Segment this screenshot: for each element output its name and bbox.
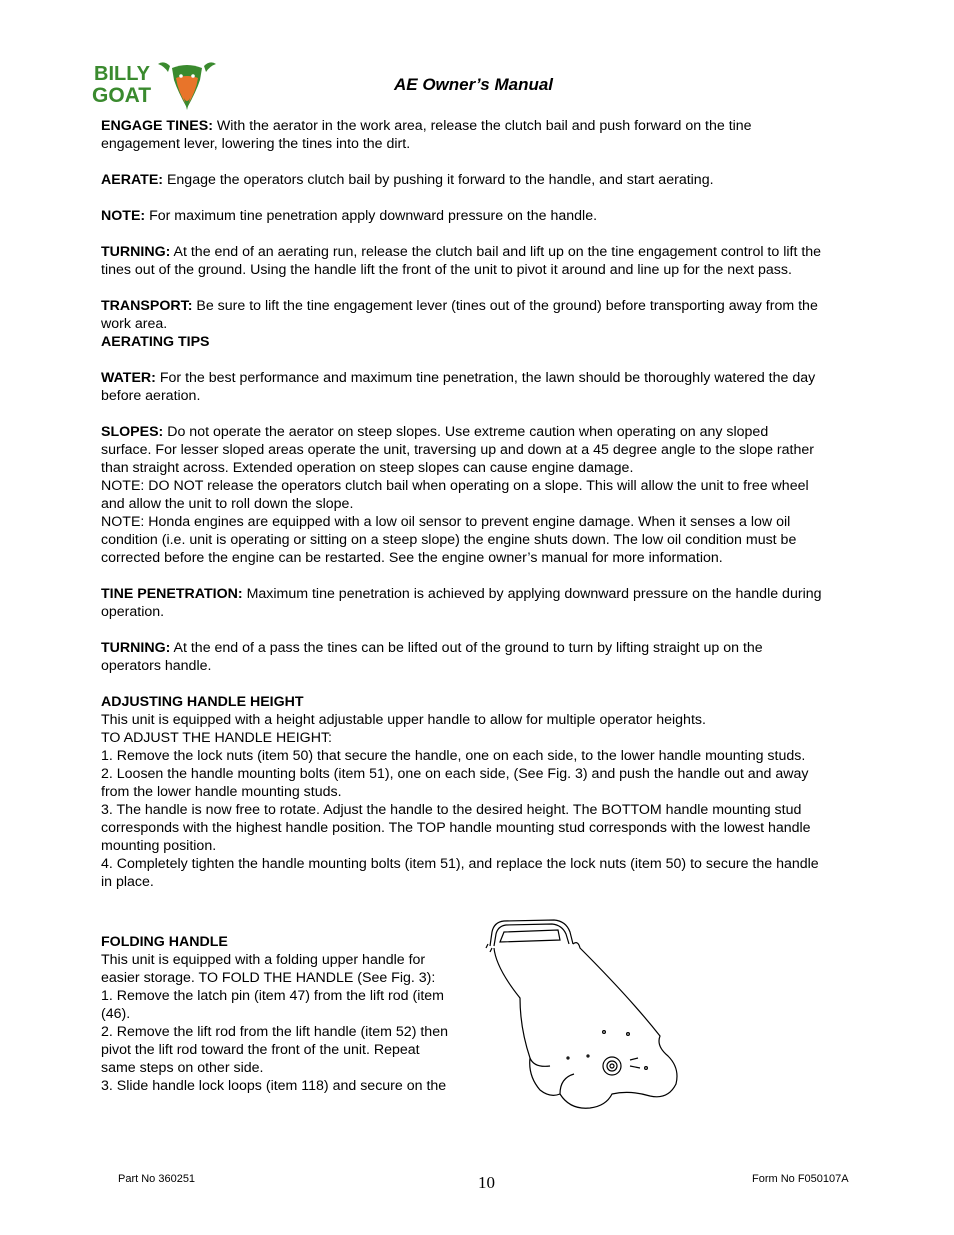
aerator-illustration (480, 918, 690, 1118)
folding-line: This unit is equipped with a folding upper handle for (101, 952, 426, 968)
note-label: NOTE: (101, 208, 146, 224)
turning-text: At the end of an aerating run, release the clutch bail and lift up on the tine engagement control to lift the (170, 244, 822, 260)
folding-handle-heading: FOLDING HANDLE (101, 934, 228, 950)
turning-tip-text: At the end of a pass the tines can be lifted out of the ground to turn by lifting straight up on the (170, 640, 763, 656)
water-paragraph (101, 369, 901, 405)
aerating-tips-heading: AERATING TIPS (101, 334, 210, 350)
adjusting-line: mounting position. (101, 838, 217, 854)
adjusting-line: from the lower handle mounting studs. (101, 784, 342, 800)
billy-goat-logo (92, 58, 218, 112)
note-paragraph (101, 207, 901, 225)
part-number: Part No 360251 (118, 1173, 196, 1185)
transport-text: Be sure to lift the tine engagement lever (tines out of the ground) before transporting away from the (192, 298, 818, 314)
folding-line: same steps on other side. (101, 1060, 264, 1076)
slopes-label: SLOPES: (101, 424, 164, 440)
slopes-note-1b: and allow the unit to roll down the slope. (101, 496, 354, 512)
transport-text-2: work area. (101, 316, 168, 332)
folding-line: pivot the lift rod toward the front of the unit. Repeat (101, 1042, 420, 1058)
turning-tip-paragraph (101, 639, 901, 675)
aerate-text: Engage the operators clutch bail by pushing it forward to the handle, and start aerating. (163, 172, 714, 188)
adjusting-line: This unit is equipped with a height adjustable upper handle to allow for multiple operator heights. (101, 712, 706, 728)
engage-tines-paragraph (101, 117, 901, 153)
turning-paragraph (101, 243, 901, 279)
engage-tines-label: ENGAGE TINES: (101, 118, 213, 134)
water-label: WATER: (101, 370, 156, 386)
slopes-text-2: surface. For lesser sloped areas operate the unit, traversing up and down at a 45 degree angle to the slope rather (101, 442, 814, 458)
transport-label: TRANSPORT: (101, 298, 193, 314)
engage-tines-text: With the aerator in the work area, release the clutch bail and push forward on the tine (212, 118, 752, 134)
adjusting-line: 1. Remove the lock nuts (item 50) that secure the handle, one on each side, to the lower handle mounting studs. (101, 748, 806, 764)
transport-paragraph (101, 297, 901, 333)
folding-line: 1. Remove the latch pin (item 47) from the lift rod (item (101, 988, 444, 1004)
water-text-2: before aeration. (101, 388, 201, 404)
goat-head-icon (158, 62, 216, 110)
slopes-text-3: than straight across. Extended operation on steep slopes can cause engine damage. (101, 460, 634, 476)
aerate-paragraph (101, 171, 901, 189)
turning-tip-text-2: operators handle. (101, 658, 212, 674)
water-text: For the best performance and maximum tine penetration, the lawn should be thoroughly watered the day (155, 370, 816, 386)
adjusting-handle-steps (101, 711, 901, 891)
adjusting-line: TO ADJUST THE HANDLE HEIGHT: (101, 730, 332, 746)
turning-label: TURNING: (101, 244, 171, 260)
folding-line: 2. Remove the lift rod from the lift handle (item 52) then (101, 1024, 448, 1040)
manual-title: AE Owner’s Manual (394, 75, 554, 94)
slopes-note-2: NOTE: Honda engines are equipped with a low oil sensor to prevent engine damage. When it senses a low oil (101, 514, 791, 530)
logo-word-billy: BILLY (94, 63, 150, 85)
note-text: For maximum tine penetration apply downward pressure on the handle. (145, 208, 598, 224)
adjusting-handle-heading: ADJUSTING HANDLE HEIGHT (101, 694, 304, 710)
adjusting-line: 2. Loosen the handle mounting bolts (item 51), one on each side, (See Fig. 3) and push the handle out and away (101, 766, 809, 782)
tine-penetration-text-2: operation. (101, 604, 165, 620)
adjusting-line: corresponds with the highest handle position. The TOP handle mounting stud corresponds with the lowest handle (101, 820, 811, 836)
logo-word-goat: GOAT (92, 84, 152, 107)
engage-tines-text-2: engagement lever, lowering the tines into the dirt. (101, 136, 411, 152)
page-number: 10 (478, 1173, 495, 1192)
tine-penetration-paragraph (101, 585, 901, 621)
aerate-label: AERATE: (101, 172, 164, 188)
folding-line: easier storage. TO FOLD THE HANDLE (See Fig. 3): (101, 970, 436, 986)
folding-handle-section (101, 933, 491, 1095)
slopes-note-2b: condition (i.e. unit is operating or sitting on a steep slope) the engine shuts down. The low oil condition must be (101, 532, 797, 548)
adjusting-line: 4. Completely tighten the handle mounting bolts (item 51), and replace the lock nuts (item 50) to secure the handle (101, 856, 819, 872)
slopes-note-2c: corrected before the engine can be restarted. See the engine owner’s manual for more information. (101, 550, 723, 566)
handle-drawing (486, 920, 573, 952)
tine-penetration-text: Maximum tine penetration is achieved by applying downward pressure on the handle during (242, 586, 822, 602)
folding-line: 3. Slide handle lock loops (item 118) and secure on the (101, 1078, 447, 1094)
slopes-paragraph (101, 423, 901, 567)
folding-line: (46). (101, 1006, 131, 1022)
tine-penetration-label: TINE PENETRATION: (101, 586, 243, 602)
form-number: Form No F050107A (752, 1173, 849, 1185)
slopes-text: Do not operate the aerator on steep slopes. Use extreme caution when operating on any sloped (163, 424, 769, 440)
aerator-body-drawing (494, 943, 677, 1109)
adjusting-line: 3. The handle is now free to rotate. Adjust the handle to the desired height. The BOTTOM handle mounting stud (101, 802, 802, 818)
turning-tip-label: TURNING: (101, 640, 171, 656)
main-content (101, 117, 901, 891)
slopes-note-1: NOTE: DO NOT release the operators clutch bail when operating on a slope. This will allow the unit to free wheel (101, 478, 809, 494)
adjusting-line: in place. (101, 874, 154, 890)
turning-text-2: tines out of the ground. Using the handle lift the front of the unit to pivot it around and line up for the next pass. (101, 262, 792, 278)
